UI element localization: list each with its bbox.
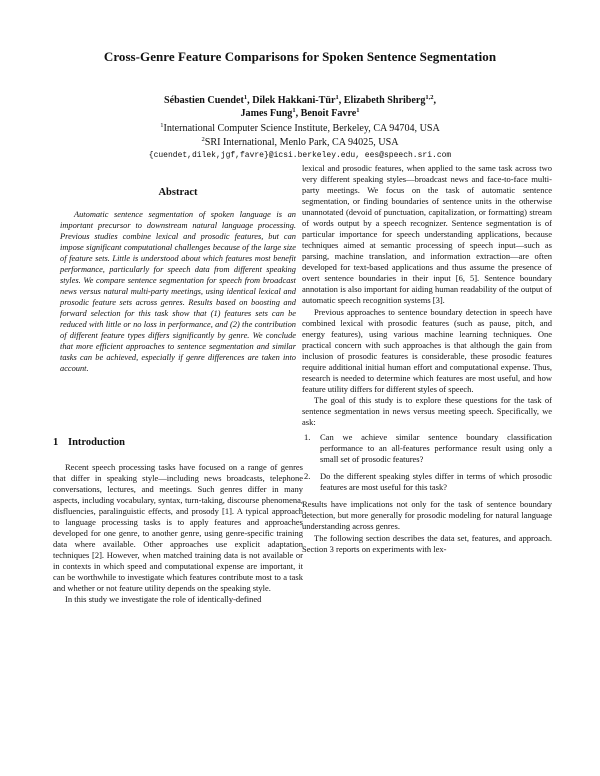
author-line-2 [0,107,600,120]
abstract-heading: Abstract [158,187,198,198]
affiliation-text: International Computer Science Institute, Berkeley, CA 94704, USA [163,123,440,134]
affil-marker: 1 [335,94,339,101]
paragraph: Previous approaches to sentence boundary detection in speech have combined lexical with prosodic features (such as pause, pitch, and energy features), using various machine learning techniques. One practical concern with such approaches is that although the gain from inclusion of prosodic features is considerable, these prosodic features require additional initial human effort and computational expense. Thus, research is needed to determine which features are most useful, and how feature utility differs for different styles of speech. [302,306,552,394]
affil-marker: 1 [243,94,248,101]
paragraph: Recent speech processing tasks have focused on a range of genres that differ in speaking style—including news broadcasts, telephone conversations, lectures, and meetings. Such genres differ in many aspects, including vocabulary, syntax, turn-taking, discourse phenomena, disfluencies, paralinguistic effects, and prosody [1]. A typical approach to language processing tasks is to apply features and approaches developed for one genre, to another genre, using genre-specific training data where available. Other approaches use explicit adaptation techniques [2]. However, when matched training data is not available or in contexts in which speed and computational expense are important, it can be worthwhile to investigate which features contribute most to a task and whether or not feature utility depends on the speaking style. [53,462,303,593]
list-text: Do the different speaking styles differ in terms of which prosodic features are most useful for this task? [320,471,552,492]
author-line-1 [0,94,600,107]
affiliation-1 [0,122,600,135]
introduction-body [53,462,303,605]
affil-marker: 1 [292,107,296,114]
abstract-body: Automatic sentence segmentation of spoken language is an important precursor to downstream natural language processing. Previous studies combine lexical and prosodic features, but can impose significant computational challenges because of the large size of feature sets. Little is understood about which features most benefit performance, particularly for speech data from different speaking styles. We compare sentence segmentation for speech from broadcast news versus natural multi-party meetings, using identical lexical and prosodic feature sets across genres. Results based on boosting and forward selection for this task show that (1) features sets can be reduced with little or no loss in performance, and (2) the contribution of different feature types differs significantly by genre. We conclude that more efficient approaches to sentence segmentation and similar tasks can be achieved, especially if genre differences are taken into account. [60,210,296,373]
right-column [302,163,552,555]
list-item [302,432,552,465]
affil-marker: 2 [201,136,205,143]
author-name: Sébastien Cuendet [163,95,244,106]
paragraph: The goal of this study is to explore these questions for the task of sentence segmentation in news versus meeting speech. Specifically, we ask: [302,395,552,427]
author-name: , Elizabeth Shriberg [338,95,426,106]
affiliation-text: SRI International, Menlo Park, CA 94025, USA [204,137,399,148]
section-number: 1 [53,437,59,448]
section-heading-introduction [53,437,125,448]
author-emails: {cuendet,dilek,jgf,favre}@icsi.berkeley.edu, ees@speech.sri.com [148,151,452,160]
paragraph: lexical and prosodic features, when applied to the same task across two very different speaking styles—broadcast news and face-to-face multi-party meetings. We focus on the task of automatic sentence segmentation, or finding boundaries of sentence units in the otherwise unannotated (devoid of punctuation, capitalization, or formatting) stream of words output by a speech recognizer. Sentence segmentation is of particular importance for speech understanding applications, because techniques aimed at semantic processing of speech input—such as parsing, machine translation, and information extraction—are often developed for text-based applications and thus assume the presence of overt sentence boundaries in their input [6, 5]. Sentence boundary annotation is also important for aiding human readability of the output of automatic speech recognition systems [3]. [302,163,552,305]
paragraph: In this study we investigate the role of identically-defined [65,594,262,604]
affil-marker: 1,2 [425,94,434,101]
affil-marker: 1 [160,122,164,129]
list-item [302,471,552,493]
author-name: James Fung [240,108,293,119]
list-text: Can we achieve similar sentence boundary classification performance to an all-features performance result using only a small set of prosodic features? [320,432,552,464]
author-name: , Dilek Hakkani-Tür [247,95,336,106]
list-number: 1. [304,432,311,442]
author-sep: , [433,95,437,106]
paragraph: The following section describes the data set, features, and approach. Section 3 reports on experiments with lex- [302,532,552,554]
list-number: 2. [304,471,311,481]
author-name: , Benoit Favre [295,108,357,119]
paragraph: Results have implications not only for the task of sentence boundary detection, but more generally for prosodic modeling for natural language understanding across genres. [302,499,552,531]
paper-title: Cross-Genre Feature Comparisons for Spoken Sentence Segmentation [103,49,497,64]
affil-marker: 1 [356,107,360,114]
question-list [302,432,552,493]
affiliation-2 [0,136,600,149]
section-title: Introduction [68,437,125,448]
